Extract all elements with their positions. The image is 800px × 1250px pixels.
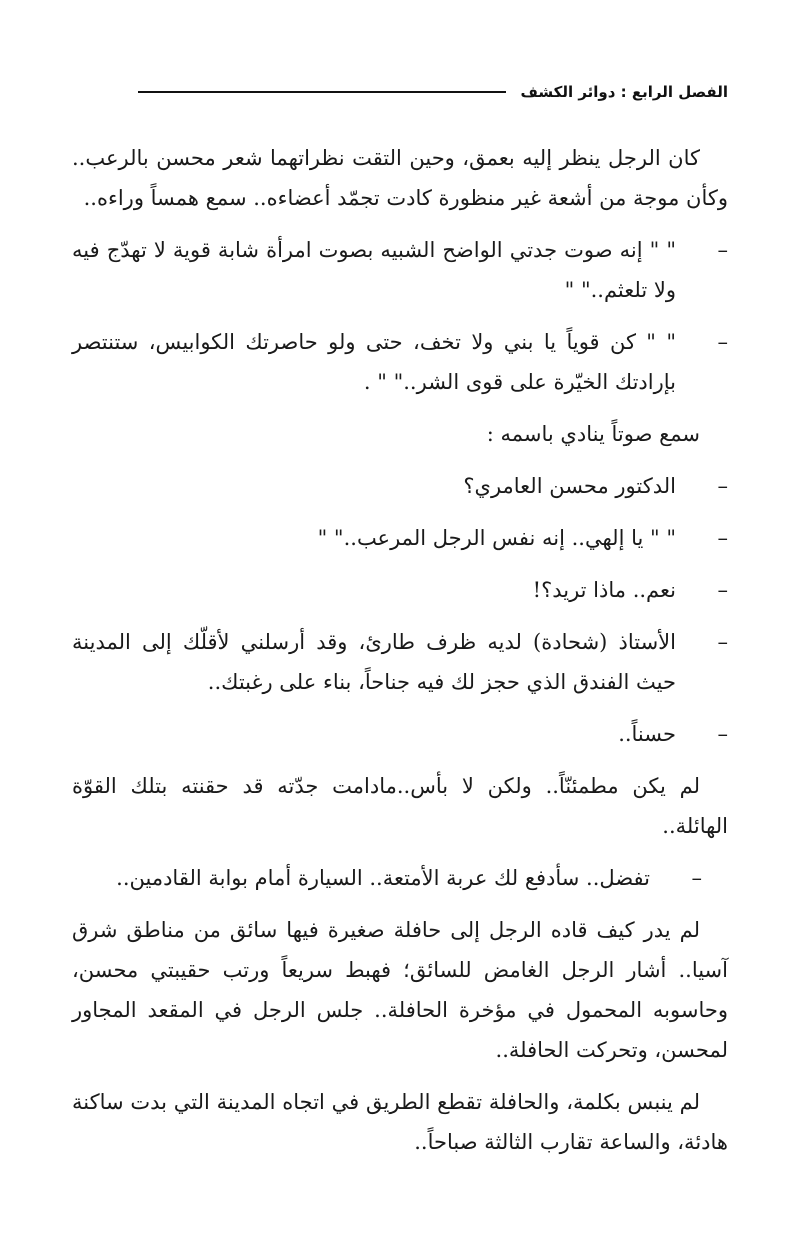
dialogue-text: حسناً.. [618, 722, 676, 746]
dialogue-dash: – [717, 330, 728, 354]
dialogue-text: تفضل.. سأدفع لك عربة الأمتعة.. السيارة أمام بوابة القادمين.. [116, 866, 650, 890]
body-text [72, 138, 728, 1174]
dialogue-line-6 [72, 622, 728, 702]
dialogue-dash: – [691, 866, 702, 890]
dialogue-line-5 [72, 570, 728, 610]
dialogue-dash: – [717, 722, 728, 746]
dialogue-text: الدكتور محسن العامري؟ [463, 474, 676, 498]
dialogue-dash: – [717, 526, 728, 550]
dialogue-dash: – [717, 238, 728, 262]
running-header [72, 80, 728, 104]
dialogue-line-8 [72, 858, 728, 898]
dialogue-line-1 [72, 230, 728, 310]
paragraph-1: كان الرجل ينظر إليه بعمق، وحين التقت نظراتهما شعر محسن بالرعب.. وكأن موجة من أشعة غير منظورة كادت تجمّد أعضاءه.. سمع همساً وراءه.. [72, 146, 728, 210]
dialogue-line-4 [72, 518, 728, 558]
dialogue-line-7 [72, 714, 728, 754]
paragraph-3: لم يكن مطمئنّاً.. ولكن لا بأس..مادامت جدّته قد حقنته بتلك القوّة الهائلة.. [72, 774, 728, 838]
book-page [72, 0, 728, 1250]
dialogue-dash: – [717, 630, 728, 654]
header-rule [138, 91, 506, 93]
dialogue-line-3 [72, 466, 728, 506]
dialogue-text: الأستاذ (شحادة) لديه ظرف طارئ، وقد أرسلني لأقلّك إلى المدينة حيث الفندق الذي حجز لك فيه جناحاً، بناء على رغبتك.. [72, 630, 676, 694]
paragraph-5: لم ينبس بكلمة، والحافلة تقطع الطريق في اتجاه المدينة التي بدت ساكنة هادئة، والساعة تقارب الثالثة صباحاً.. [72, 1090, 728, 1154]
dialogue-text: " " يا إلهي.. إنه نفس الرجل المرعب.." " [317, 526, 676, 550]
dialogue-text: نعم.. ماذا تريد؟! [532, 578, 676, 602]
dialogue-dash: – [717, 474, 728, 498]
dialogue-text: " " كن قوياً يا بني ولا تخف، حتى ولو حاصرتك الكوابيس، ستنتصر بإرادتك الخيّرة على قوى الشر.." " . [72, 330, 676, 394]
dialogue-line-2 [72, 322, 728, 402]
dialogue-dash: – [717, 578, 728, 602]
dialogue-text: " " إنه صوت جدتي الواضح الشبيه بصوت امرأة شابة قوية لا تهدّج فيه ولا تلعثم.." " [72, 238, 676, 302]
paragraph-4: لم يدر كيف قاده الرجل إلى حافلة صغيرة فيها سائق من مناطق شرق آسيا.. أشار الرجل الغامض للسائق؛ فهبط سريعاً ورتب حقيبتي محسن، وحاسوبه المحمول في مؤخرة الحافلة.. جلس الرجل في المقعد المجاور لمحسن، وتحركت الحافلة.. [72, 918, 728, 1062]
paragraph-2: سمع صوتاً ينادي باسمه : [486, 422, 700, 446]
chapter-title: الفصل الرابع : دوائر الكشف [520, 83, 728, 101]
